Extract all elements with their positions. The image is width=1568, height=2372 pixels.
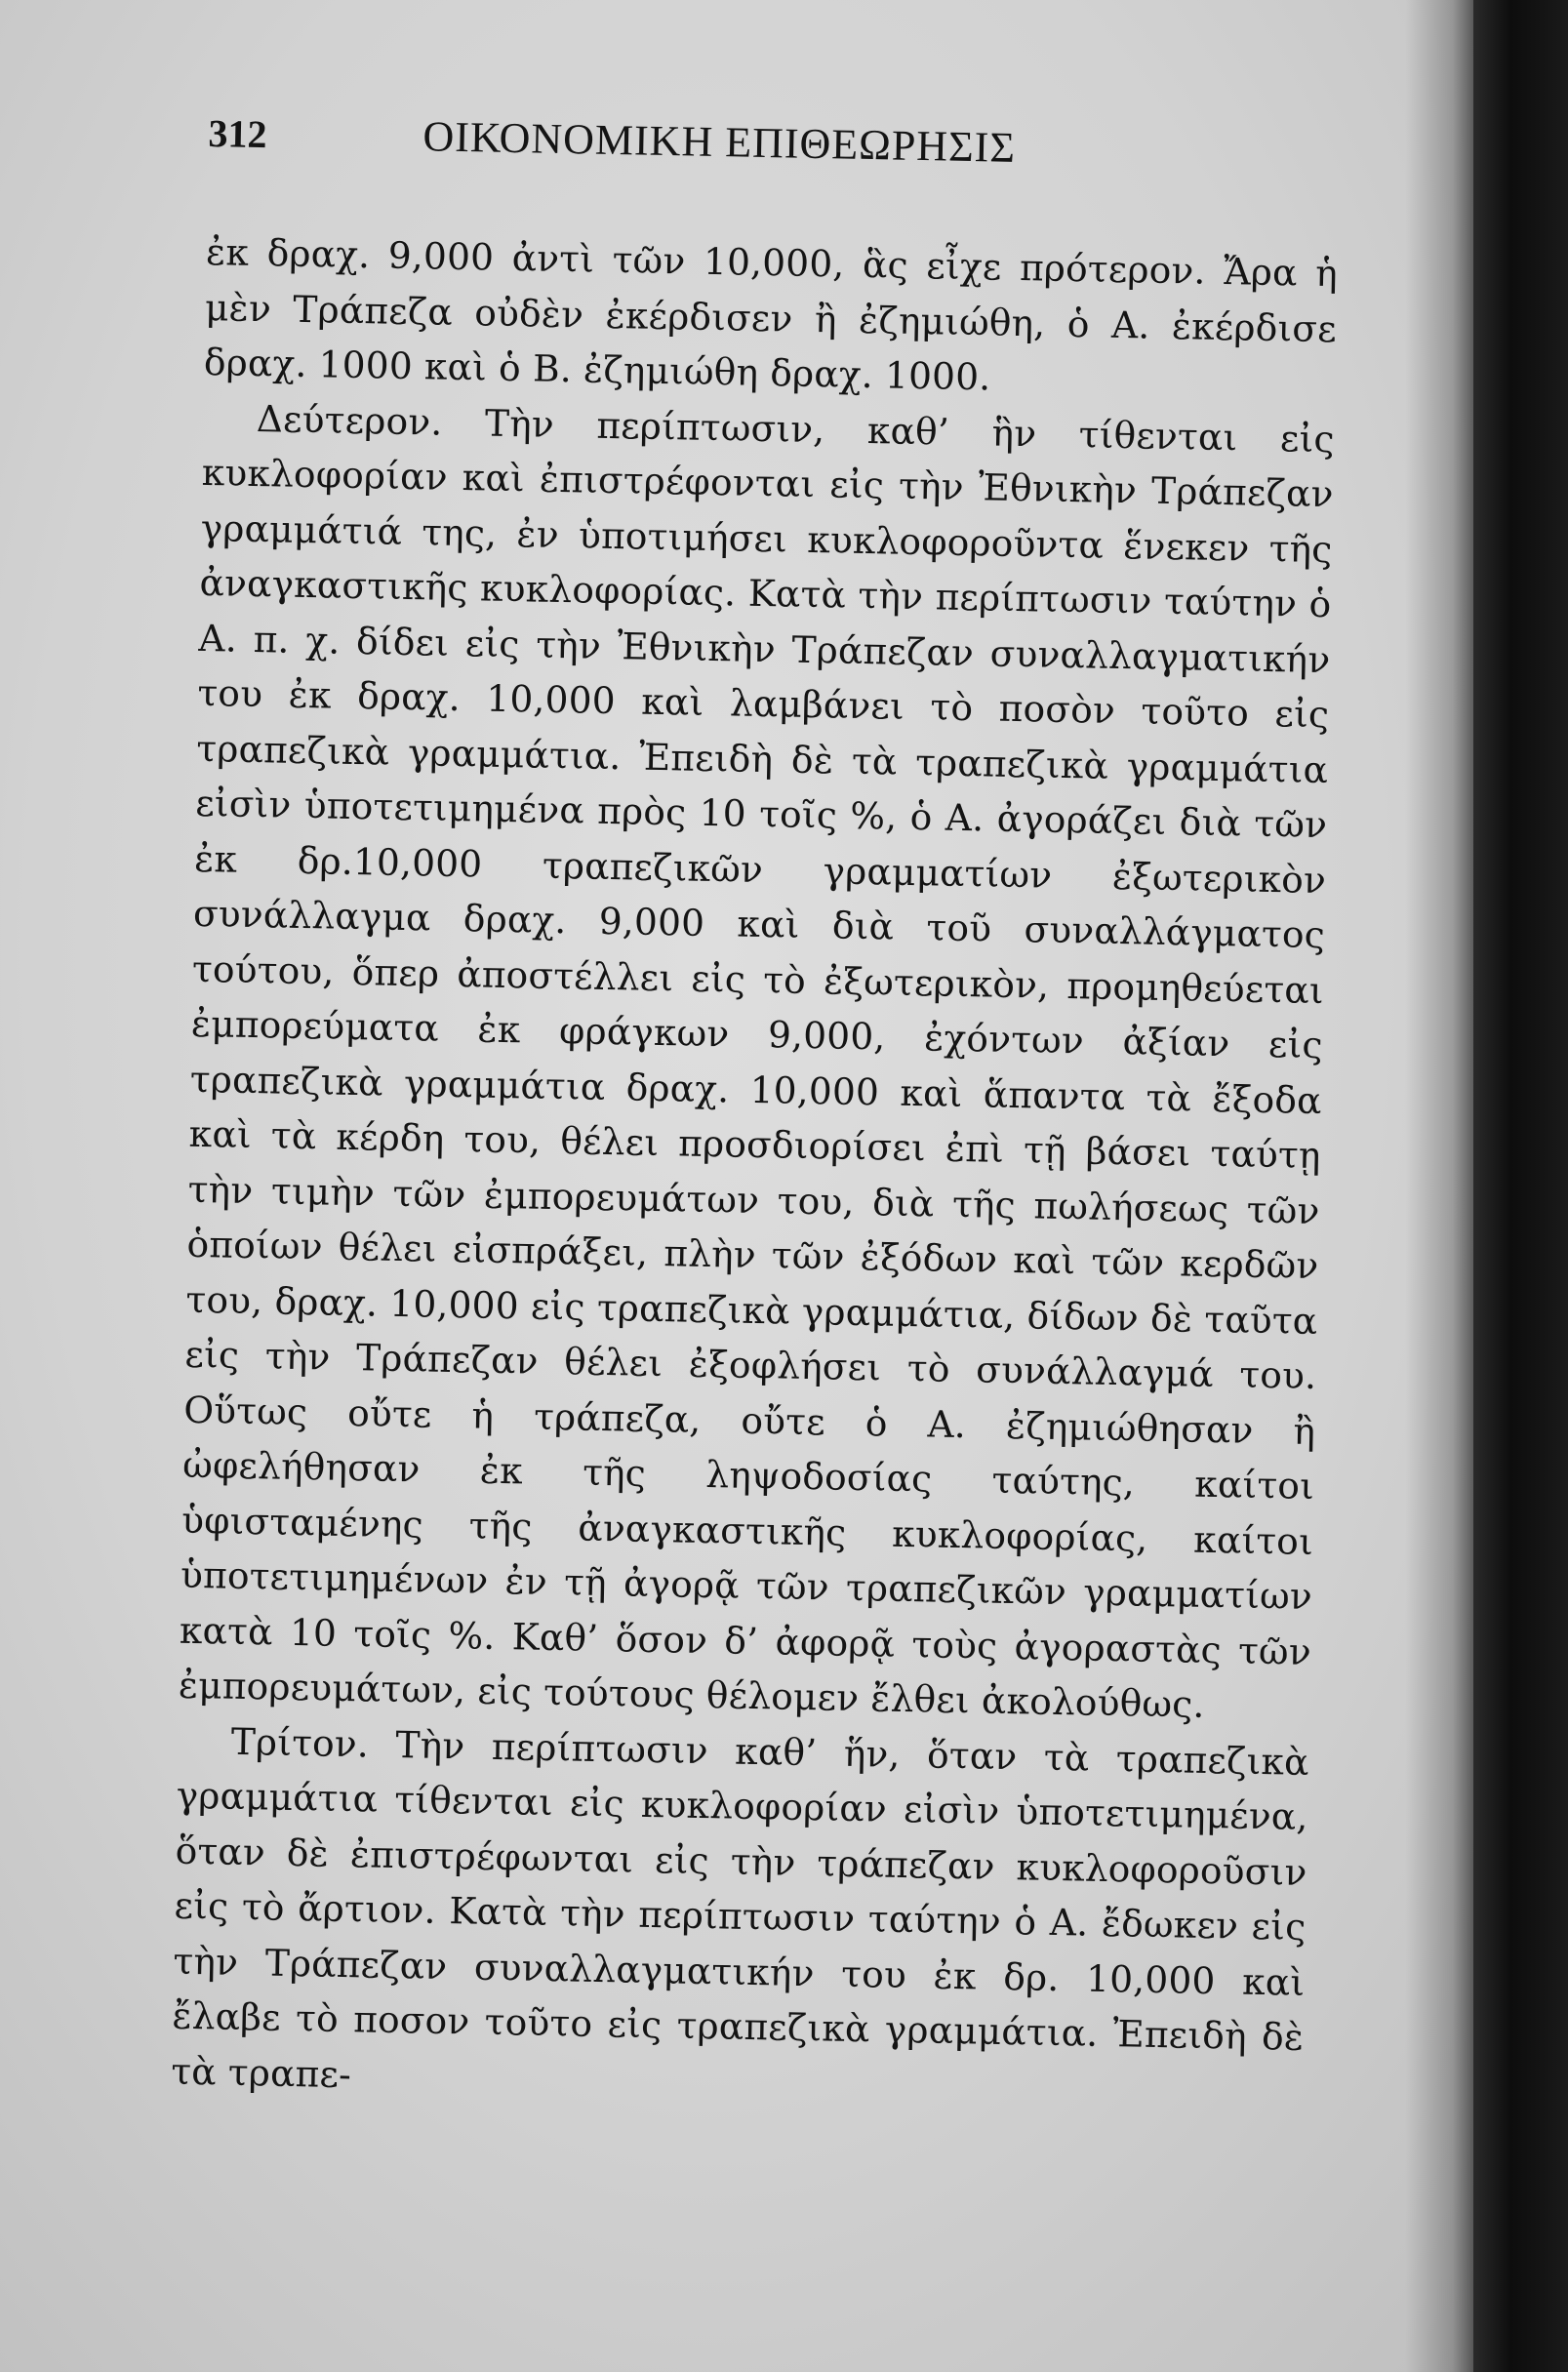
paragraph-second-case: Δεύτερον. Τὴν περίπτωσιν, καθ’ ἣν τίθενται εἰς κυκλοφορίαν καὶ ἐπιστρέφονται εἰς τὴν Ἐθνικὴν Τράπεζαν γραμμάτιά της, ἐν ὑποτιμήσει κυκλοφοροῦντα ἕνεκεν τῆς ἀναγκαστικῆς κυκλοφορίας. Κατὰ τὴν περίπτωσιν ταύτην ὁ Α. π. χ. δίδει εἰς τὴν Ἐθνικὴν Τράπεζαν συναλλαγματικήν του ἐκ δραχ. 10,000 καὶ λαμβάνει τὸ ποσὸν τοῦτο εἰς τραπεζικὰ γραμμάτια. Ἐπειδὴ δὲ τὰ τραπεζικὰ γραμμάτια εἰσὶν ὑποτετιμημένα πρὸς 10 τοῖς %, ὁ Α. ἀγοράζει διὰ τῶν ἐκ δρ.10,000 τραπεζικῶν γραμματίων ἐξωτερικὸν συνάλλαγμα δραχ. 9,000 καὶ διὰ τοῦ συναλλάγματος τούτου, ὅπερ ἀποστέλλει εἰς τὸ ἐξωτερικὸν, προμηθεύεται ἐμπορεύματα ἐκ φράγκων 9,000, ἐχόντων ἀξίαν εἰς τραπεζικὰ γραμμάτια δραχ. 10,000 καὶ ἅπαντα τὰ ἔξοδα καὶ τὰ κέρδη του, θέλει προσδιορίσει ἐπὶ τῇ βάσει ταύτῃ τὴν τιμὴν τῶν ἐμπορευμάτων του, διὰ τῆς πωλήσεως τῶν ὁποίων θέλει εἰσπράξει, πλὴν τῶν ἐξόδων καὶ τῶν κερδῶν του, δραχ. 10,000 εἰς τραπεζικὰ γραμμάτια, δίδων δὲ ταῦτα εἰς τὴν Τράπεζαν θέλει ἐξοφλήσει τὸ συνάλλαγμά του. Οὕτως οὔτε ἡ τράπεζα, οὔτε ὁ Α. ἐζημιώθησαν ἢ ὠφελήθησαν ἐκ τῆς ληψοδοσίας ταύτης, καίτοι ὑφισταμένης τῆς ἀναγκαστικῆς κυκλοφορίας, καίτοι ὑποτετιμημένων ἐν τῇ ἀγορᾷ τῶν τραπεζικῶν γραμματίων κατὰ 10 τοῖς %. Καθ’ ὅσον δ’ ἀφορᾷ τοὺς ἀγοραστὰς τῶν ἐμπορευμάτων, εἰς τούτους θέλομεν ἔλθει ἀκολούθως. — [178, 396, 1336, 1726]
page-number: 312 — [208, 110, 267, 157]
paragraph-third-case: Τρίτον. Τὴν περίπτωσιν καθ’ ἥν, ὅταν τὰ τραπεζικὰ γραμμάτια τίθενται εἰς κυκλοφορίαν εἰσὶν ὑποτετιμημένα, ὅταν δὲ ἐπιστρέφωνται εἰς τὴν τράπεζαν κυκλοφοροῦσιν εἰς τὸ ἄρτιον. Κατὰ τὴν περίπτωσιν ταύτην ὁ Α. ἔδωκεν εἰς τὴν Τράπεζαν συναλλαγματικήν του ἐκ δρ. 10,000 καὶ ἔλαβε τὸ ποσον τοῦτο εἰς τραπεζικὰ γραμμάτια. Ἐπειδὴ δὲ τὰ τραπε- — [170, 1719, 1310, 2096]
spine-shadow — [1405, 0, 1473, 2372]
body-text — [171, 224, 1339, 2120]
page-content — [171, 107, 1341, 2120]
journal-title: ΟΙΚΟΝΟΜΙΚΗ ΕΠΙΘΕΩΡΗΣΙΣ — [422, 112, 1017, 172]
paragraph-continuation: ἐκ δραχ. 9,000 ἀντὶ τῶν 10,000, ἃς εἶχε πρότερον. Ἄρα ἡ μὲν Τράπεζα οὐδὲν ἐκέρδισεν ἢ ἐζημιώθη, ὁ Α. ἐκέρδισε δραχ. 1000 καὶ ὁ Β. ἐζημιώθη δραχ. 1000. — [203, 229, 1339, 399]
book-binding-edge — [1473, 0, 1568, 2372]
